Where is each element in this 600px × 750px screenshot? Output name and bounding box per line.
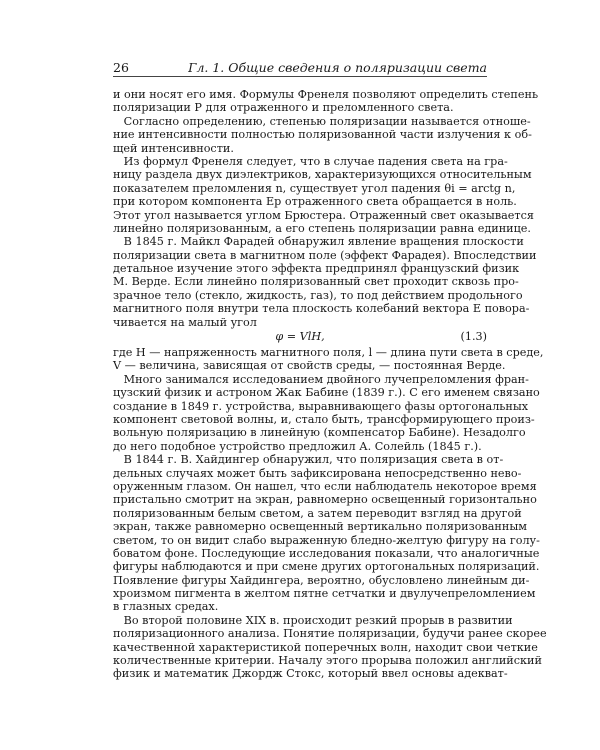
text-line: Этот угол называется углом Брюстера. Отраженный свет оказывается <box>113 208 534 222</box>
text-line: фигуры наблюдаются и при смене других ортогональных поляризаций. <box>113 560 540 574</box>
text-line: поляризационного анализа. Понятие поляризации, будучи ранее скорее <box>113 627 547 641</box>
body-text <box>113 88 547 681</box>
chapter-title: Гл. 1. Общие сведения о поляризации света <box>188 60 487 75</box>
text-line: В 1845 г. Майкл Фарадей обнаружил явление вращения плоскости <box>113 235 524 249</box>
text-line: ние интенсивности полностью поляризованной части излучения к об- <box>113 128 532 142</box>
text-line: щей интенсивности. <box>113 141 234 155</box>
equation-1-3 <box>113 329 487 345</box>
text-line: Согласно определению, степенью поляризации называется отноше- <box>113 114 531 128</box>
text-line: V — величина, зависящая от свойств среды, — постоянная Верде. <box>113 359 506 373</box>
text-line: вольную поляризацию в линейную (компенсатор Бабине). Незадолго <box>113 426 526 440</box>
text-line: экран, также равномерно освещенный вертикально поляризованным <box>113 520 527 534</box>
running-header <box>113 60 487 77</box>
text-line: качественной характеристикой поперечных волн, находит свои четкие <box>113 640 538 654</box>
text-line: в глазных средах. <box>113 600 219 614</box>
text-line: поляризации P для отраженного и преломленного света. <box>113 101 454 115</box>
text-line: В 1844 г. В. Хайдингер обнаружил, что поляризация света в от- <box>113 453 504 467</box>
text-line: детальное изучение этого эффекта предпринял французский физик <box>113 262 520 276</box>
text-line: светом, то он видит слабо выраженную бледно-желтую фигуру на голу- <box>113 533 540 547</box>
text-line: ницу раздела двух диэлектриков, характеризующихся относительным <box>113 168 532 182</box>
text-line: показателем преломления n, существует угол падения θi = arctg n, <box>113 181 516 195</box>
text-line: Появление фигуры Хайдингера, вероятно, обусловлено линейным ди- <box>113 573 530 587</box>
text-line: физик и математик Джордж Стокс, который ввел основы адекват- <box>113 667 508 681</box>
text-line: чивается на малый угол <box>113 315 257 329</box>
text-line: цузский физик и астроном Жак Бабине (1839 г.). С его именем связано <box>113 386 540 400</box>
equation-number: (1.3) <box>460 330 487 344</box>
text-line: и они носят его имя. Формулы Френеля позволяют определить степень <box>113 88 539 101</box>
text-line: зрачное тело (стекло, жидкость, газ), то под действием продольного <box>113 288 523 302</box>
text-line: где H — напряженность магнитного поля, l — длина пути света в среде, <box>113 346 544 360</box>
text-line: создание в 1849 г. устройства, выравнивающего фазы ортогональных <box>113 399 529 413</box>
text-line: хроизмом пигмента в желтом пятне сетчатки и двулучепреломлением <box>113 587 536 601</box>
text-line: боватом фоне. Последующие исследования показали, что аналогичные <box>113 546 540 560</box>
text-line: поляризации света в магнитном поле (эффект Фарадея). Впоследствии <box>113 248 537 262</box>
text-line: Много занимался исследованием двойного лучепреломления фран- <box>113 372 529 386</box>
text-line: пристально смотрит на экран, равномерно освещенный горизонтально <box>113 493 537 507</box>
text-line: магнитного поля внутри тела плоскость колебаний вектора E повора- <box>113 302 530 316</box>
text-line: дельных случаях может быть зафиксирована непосредственно нево- <box>113 466 522 480</box>
text-line: поляризованным белым светом, а затем переводит взгляд на другой <box>113 506 522 520</box>
text-line: Из формул Френеля следует, что в случае падения света на гра- <box>113 154 508 168</box>
equation-formula: φ = VlH, <box>275 330 325 344</box>
text-line: компонент световой волны, и, стало быть, трансформирующего произ- <box>113 412 535 426</box>
text-line: линейно поляризованным, а его степень поляризации равна единице. <box>113 221 531 235</box>
text-line: при котором компонента Ep отраженного света обращается в ноль. <box>113 195 517 209</box>
text-line: до него подобное устройство предложил А. Солейль (1845 г.). <box>113 439 482 453</box>
text-line: оруженным глазом. Он нашел, что если наблюдатель некоторое время <box>113 479 537 493</box>
text-line: М. Верде. Если линейно поляризованный свет проходит сквозь про- <box>113 275 519 289</box>
text-line: Во второй половине XIX в. происходит резкий прорыв в развитии <box>113 613 513 627</box>
text-line: количественные критерии. Началу этого прорыва положил английский <box>113 654 542 668</box>
page-number: 26 <box>113 60 129 75</box>
